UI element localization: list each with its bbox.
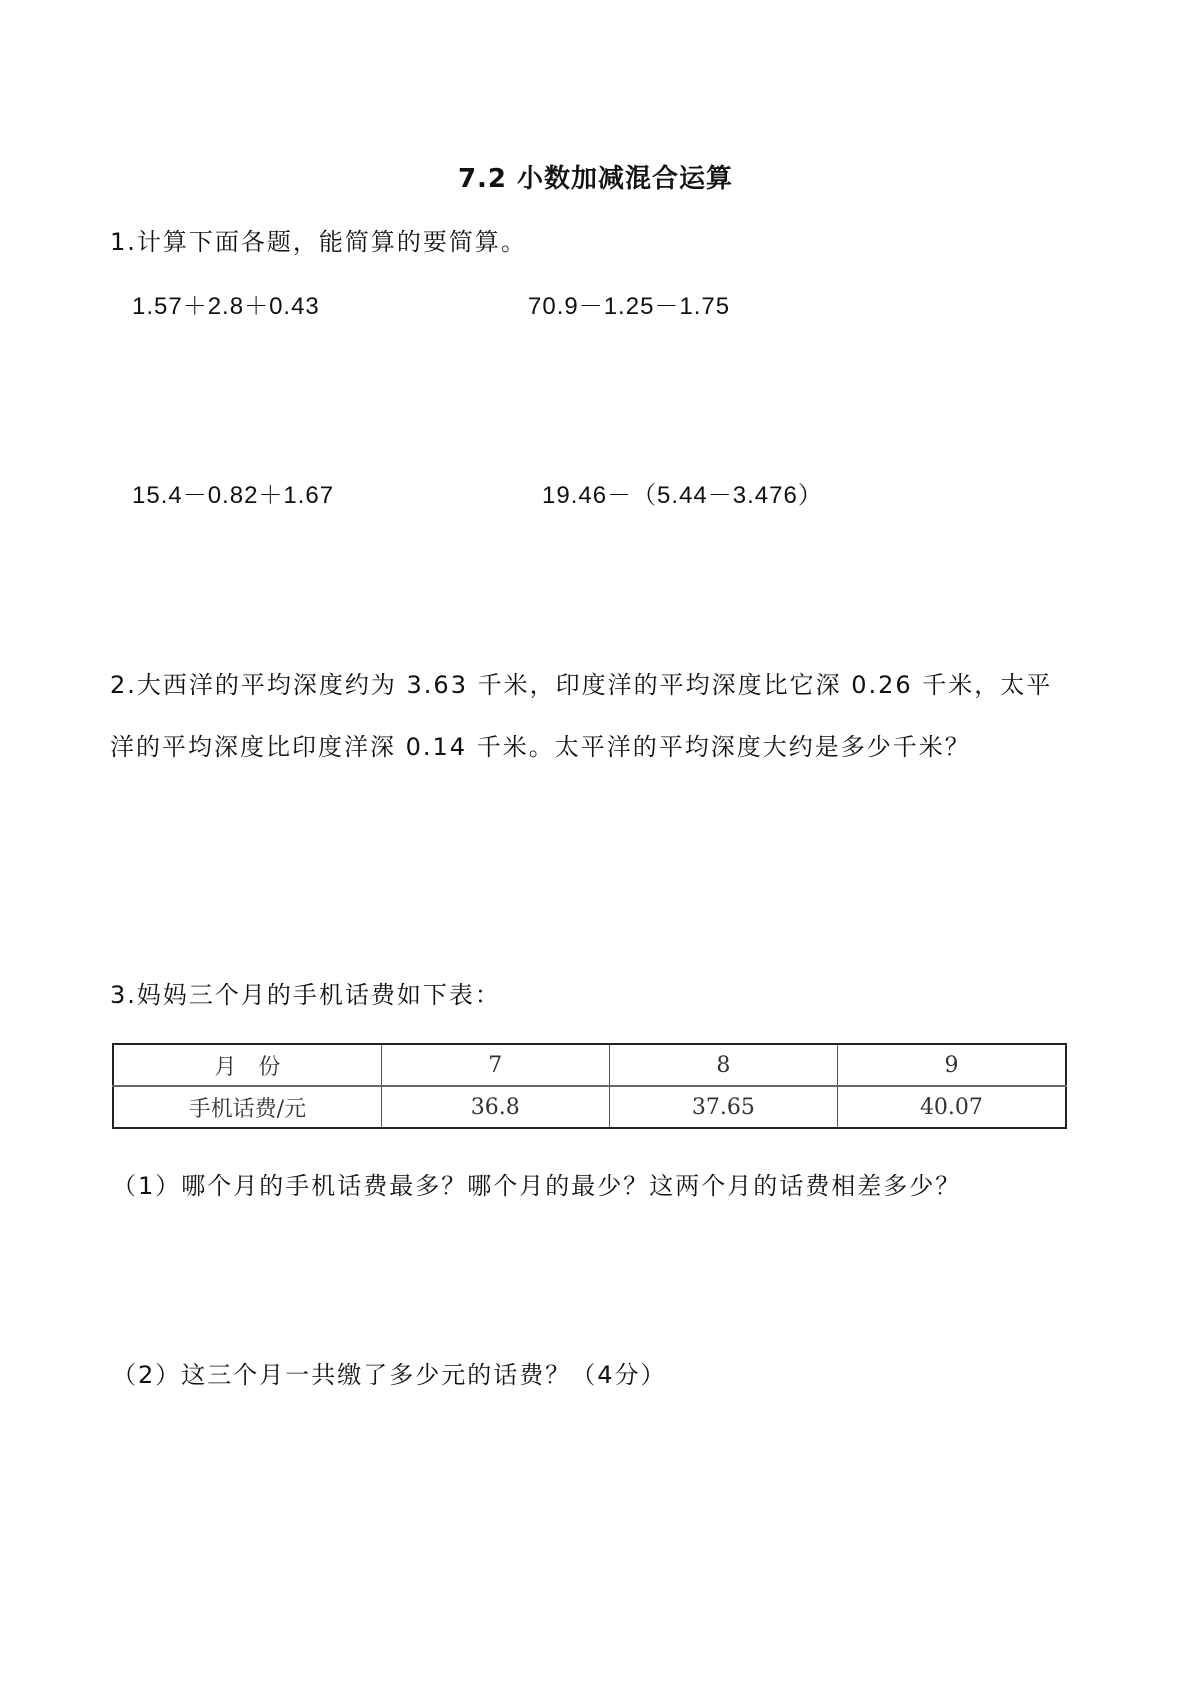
table-header-row (113, 1044, 1066, 1086)
table-cell-month-8: 8 (609, 1044, 837, 1086)
table-cell-month-9: 9 (837, 1044, 1066, 1086)
table-row (113, 1086, 1066, 1128)
question-3-sub-1: （1）哪个月的手机话费最多？哪个月的最少？这两个月的话费相差多少？ (112, 1172, 962, 1200)
question-2-line-2: 洋的平均深度比印度洋深 0.14 千米。太平洋的平均深度大约是多少千米？ (110, 733, 971, 761)
expression-2: 70.9－1.25－1.75 (528, 293, 731, 320)
phone-fee-table (112, 1043, 1067, 1129)
table-cell-fee-label: 手机话费/元 (113, 1086, 381, 1128)
table-cell-month-label: 月 份 (113, 1044, 381, 1086)
question-2-line-1: 2.大西洋的平均深度约为 3.63 千米，印度洋的平均深度比它深 0.26 千米，太平 (110, 671, 1053, 699)
question-3-prompt: 3.妈妈三个月的手机话费如下表： (110, 981, 501, 1009)
expression-1: 1.57＋2.8＋0.43 (132, 293, 320, 320)
table-cell-fee-9: 40.07 (837, 1086, 1066, 1128)
expression-4: 19.46－（5.44－3.476） (542, 482, 823, 509)
question-1-prompt: 1.计算下面各题，能简算的要简算。 (110, 228, 527, 256)
question-3-sub-2: （2）这三个月一共缴了多少元的话费？（4分） (112, 1361, 667, 1389)
table-cell-month-7: 7 (381, 1044, 609, 1086)
page-title: 7.2 小数加减混合运算 (457, 164, 734, 194)
table-cell-fee-7: 36.8 (381, 1086, 609, 1128)
expression-3: 15.4－0.82＋1.67 (132, 482, 335, 509)
table-cell-fee-8: 37.65 (609, 1086, 837, 1128)
